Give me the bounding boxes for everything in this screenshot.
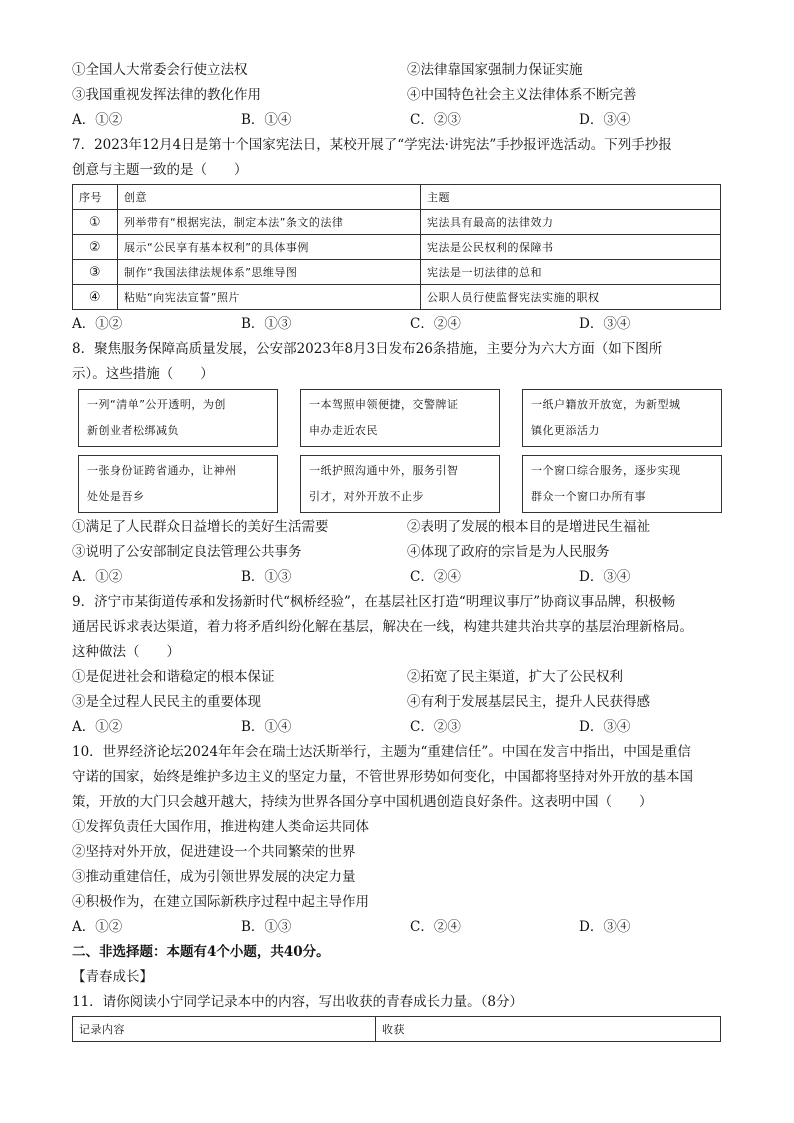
- q6-option-3: ③我国重视发挥法律的教化作用: [72, 87, 261, 103]
- q8-option-2: ②表明了发展的根本目的是增进民生福祉: [407, 519, 650, 535]
- q7-row-idea: 粘贴“向宪法宣誓”照片: [118, 285, 421, 310]
- q10-stem-line-2: 守诺的国家，始终是维护多边主义的坚定力量，不管世界形势如何变化，中国都将坚持对外开放的基本国: [72, 769, 693, 785]
- table-row: [73, 285, 721, 310]
- q11-table: [72, 1016, 721, 1042]
- q7-row-idea: 制作“我国法律法规体系”思维导图: [118, 260, 421, 285]
- q10-choice-b: B．①③: [241, 919, 292, 935]
- q6-option-4: ④中国特色社会主义法律体系不断完善: [407, 87, 637, 103]
- q9-stem-line-3: 这种做法（ ）: [72, 644, 180, 660]
- q7-table-header: [73, 185, 721, 210]
- table-row: [73, 210, 721, 235]
- q7-header-index: 序号: [73, 185, 118, 210]
- q8-measure-box: [522, 455, 722, 513]
- q9-option-1: ①是促进社会和谐稳定的根本保证: [72, 669, 275, 685]
- q7-choice-d: D．③④: [579, 316, 631, 332]
- q6-choice-d: D．③④: [579, 112, 631, 128]
- q10-option-1: ①发挥负责任大国作用，推进构建人类命运共同体: [72, 819, 369, 835]
- q7-row-theme: 公职人员行使监督宪法实施的职权: [421, 285, 721, 310]
- q8-measure-text: 群众一个窗口办所有事: [531, 490, 646, 503]
- q9-choice-b: B．①④: [241, 719, 292, 735]
- q8-measure-box: [522, 389, 722, 447]
- q6-choice-a: A．①②: [72, 112, 123, 128]
- q6-choice-c: C．②③: [410, 112, 461, 128]
- q8-choice-d: D．③④: [579, 569, 631, 585]
- q8-choice-c: C．②④: [410, 569, 461, 585]
- q11-header-gain: 收获: [376, 1017, 721, 1042]
- q11-header-record: 记录内容: [73, 1017, 376, 1042]
- q7-row-theme: 宪法是一切法律的总和: [421, 260, 721, 285]
- q9-options-row-2: [72, 690, 722, 715]
- q7-header-idea: 创意: [118, 185, 421, 210]
- q7-row-idea: 列举带有“根据宪法，制定本法”条文的法律: [118, 210, 421, 235]
- q10-option-3: ③推动重建信任，成为引领世界发展的决定力量: [72, 869, 356, 885]
- q7-row-idea: 展示“公民享有基本权利”的具体事例: [118, 235, 421, 260]
- table-row: [73, 235, 721, 260]
- table-row: [73, 260, 721, 285]
- q9-choice-c: C．②③: [410, 719, 461, 735]
- q8-option-3: ③说明了公安部制定良法管理公共事务: [72, 544, 302, 560]
- q10-choice-c: C．②④: [410, 919, 461, 935]
- q8-measure-text: 一纸户籍放开放宽，为新型城: [531, 398, 681, 411]
- q8-choice-b: B．①③: [241, 569, 292, 585]
- q8-choices: [72, 565, 722, 590]
- q10-choice-d: D．③④: [579, 919, 631, 935]
- q8-stem-line-1: 8．聚焦服务保障高质量发展，公安部2023年8月3日发布26条措施，主要分为六大方面（如下图所: [72, 341, 663, 357]
- q7-row-index: ③: [73, 260, 118, 285]
- q7-header-theme: 主题: [421, 185, 721, 210]
- q7-stem-line-2: 创意与主题一致的是（ ）: [72, 162, 248, 178]
- q10-stem-line-1: 10．世界经济论坛2024年年会在瑞士达沃斯举行，主题为“重建信任”。中国在发言中指出，中国是重信: [72, 744, 691, 760]
- q9-choices: [72, 715, 722, 740]
- q7-choice-c: C．②④: [410, 316, 461, 332]
- q8-measures-row-1: [78, 389, 722, 447]
- q8-measure-text: 一纸护照沟通中外，服务引智: [309, 464, 459, 477]
- q6-choices: [72, 108, 722, 133]
- q8-measure-box: [78, 455, 278, 513]
- q8-measure-box: [78, 389, 278, 447]
- q8-measure-text: 申办走近农民: [309, 424, 378, 437]
- exam-page: [72, 58, 722, 1044]
- q8-option-1: ①满足了人民群众日益增长的美好生活需要: [72, 519, 329, 535]
- q6-options-row-1: [72, 58, 722, 83]
- section-2-subheading: 【青春成长】: [72, 969, 153, 985]
- q8-measure-text: 一列“清单”公开透明，为创: [87, 398, 226, 411]
- q7-table: [72, 184, 721, 310]
- q8-measure-text: 处处是吾乡: [87, 490, 145, 503]
- q8-measure-box: [300, 389, 500, 447]
- q11-table-header: [73, 1017, 721, 1042]
- q11-stem: 11．请你阅读小宁同学记录本中的内容，写出收获的青春成长力量。（8分）: [72, 994, 524, 1010]
- q10-option-2: ②坚持对外开放，促进建设一个共同繁荣的世界: [72, 844, 356, 860]
- q8-stem-line-2: 示）。这些措施（ ）: [72, 366, 214, 382]
- q10-stem-line-3: 策，开放的大门只会越开越大，持续为世界各国分享中国机遇创造良好条件。这表明中国（ ）: [72, 794, 653, 810]
- q8-measure-text: 引才，对外开放不止步: [309, 490, 424, 503]
- q7-stem-line-1: 7．2023年12月4日是第十个国家宪法日，某校开展了“学宪法·讲宪法”手抄报评选活动。下列手抄报: [72, 137, 672, 153]
- q8-choice-a: A．①②: [72, 569, 123, 585]
- q7-choice-b: B．①③: [241, 316, 292, 332]
- q8-options-row-2: [72, 540, 722, 565]
- q8-measures-row-2: [78, 455, 722, 513]
- q6-option-1: ①全国人大常委会行使立法权: [72, 62, 248, 78]
- q10-choice-a: A．①②: [72, 919, 123, 935]
- q8-measure-text: 一张身份证跨省通办，让神州: [87, 464, 237, 477]
- q8-options-row-1: [72, 515, 722, 540]
- q9-option-3: ③是全过程人民民主的重要体现: [72, 694, 261, 710]
- q7-row-index: ②: [73, 235, 118, 260]
- q10-choices: [72, 915, 722, 940]
- q6-option-2: ②法律靠国家强制力保证实施: [407, 62, 583, 78]
- q7-choice-a: A．①②: [72, 316, 123, 332]
- q9-choice-a: A．①②: [72, 719, 123, 735]
- q7-row-theme: 宪法是公民权利的保障书: [421, 235, 721, 260]
- q9-options-row-1: [72, 665, 722, 690]
- q9-stem-line-2: 通居民诉求表达渠道，着力将矛盾纠纷化解在基层，解决在一线，构建共建共治共享的基层治理新格局。: [72, 619, 693, 635]
- q7-choices: [72, 312, 722, 337]
- q8-measure-text: 新创业者松绑减负: [87, 424, 179, 437]
- q8-measures-diagram: [72, 387, 722, 515]
- q8-option-4: ④体现了政府的宗旨是为人民服务: [407, 544, 610, 560]
- q7-row-theme: 宪法具有最高的法律效力: [421, 210, 721, 235]
- q8-measure-text: 一本驾照申领便捷，交警牌证: [309, 398, 459, 411]
- q9-stem-line-1: 9．济宁市某街道传承和发扬新时代“枫桥经验”，在基层社区打造“明理议事厅”协商议事品牌，积极畅: [72, 594, 676, 610]
- q7-row-index: ①: [73, 210, 118, 235]
- q7-row-index: ④: [73, 285, 118, 310]
- q8-measure-box: [300, 455, 500, 513]
- q8-measure-text: 镇化更添活力: [531, 424, 600, 437]
- q10-option-4: ④积极作为，在建立国际新秩序过程中起主导作用: [72, 894, 369, 910]
- section-2-heading: 二、非选择题：本题有4个小题，共40分。: [72, 944, 330, 960]
- q8-measure-text: 一个窗口综合服务，逐步实现: [531, 464, 681, 477]
- q9-option-4: ④有利于发展基层民主，提升人民获得感: [407, 694, 650, 710]
- q6-options-row-2: [72, 83, 722, 108]
- q9-choice-d: D．③④: [579, 719, 631, 735]
- q9-option-2: ②拓宽了民主渠道，扩大了公民权利: [407, 669, 623, 685]
- q6-choice-b: B．①④: [241, 112, 292, 128]
